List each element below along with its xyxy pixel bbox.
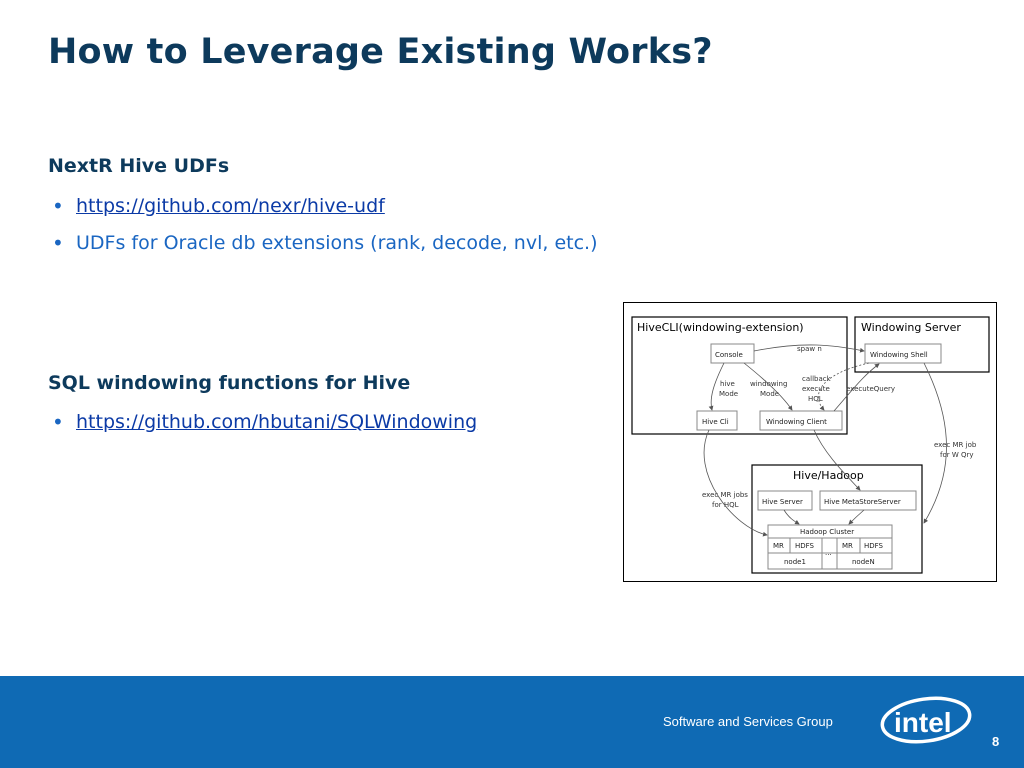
page-number: 8 xyxy=(992,734,1000,749)
list-item xyxy=(48,233,597,253)
footer-bar xyxy=(0,676,1024,768)
hive-mode-label-1: hive xyxy=(720,380,735,388)
list-item[interactable] xyxy=(48,412,477,432)
spawn-label: spaw n xyxy=(797,345,822,353)
bullet-icon: • xyxy=(52,231,64,255)
link-sqlwindowing[interactable]: https://github.com/hbutani/SQLWindowing xyxy=(76,411,478,433)
intel-logo-text: intel xyxy=(894,707,952,738)
intel-logo xyxy=(880,694,976,754)
exec-mr-hql-label-1: exec MR jobs xyxy=(702,491,748,499)
callback-label-2: execute xyxy=(802,385,830,393)
hive-cli-label: Hive Cli xyxy=(702,418,729,426)
hadoop-cluster-label: Hadoop Cluster xyxy=(800,528,855,536)
hive-metastore-label: Hive MetaStoreServer xyxy=(824,498,901,506)
windowing-mode-label-1: windowing xyxy=(750,380,788,388)
list-item[interactable] xyxy=(48,196,597,216)
bullet-text-oracle-udfs: UDFs for Oracle db extensions (rank, decode, nvl, etc.) xyxy=(76,232,598,254)
callback-label-3: HQL xyxy=(808,395,823,403)
link-hive-udf[interactable]: https://github.com/nexr/hive-udf xyxy=(76,195,385,217)
node1-label: node1 xyxy=(784,558,806,566)
execute-query-label: executeQuery xyxy=(846,385,896,393)
hdfs-label-1: HDFS xyxy=(795,542,815,550)
section-heading-sql-windowing: SQL windowing functions for Hive xyxy=(48,372,411,394)
hdfs-label-2: HDFS xyxy=(864,542,884,550)
architecture-diagram xyxy=(623,302,997,582)
bullet-list-nextr xyxy=(48,196,597,270)
exec-mr-hql-label-2: for HQL xyxy=(712,501,739,509)
console-label: Console xyxy=(715,351,743,359)
hive-server-label: Hive Server xyxy=(762,498,803,506)
exec-mr-wqry-label-1: exec MR job xyxy=(934,441,977,449)
exec-mr-wqry-label-2: for W Qry xyxy=(940,451,974,459)
noden-label: nodeN xyxy=(852,558,875,566)
mr-label-2: MR xyxy=(842,542,853,550)
footer-group-text: Software and Services Group xyxy=(663,714,833,729)
hivecli-title: HiveCLI(windowing-extension) xyxy=(637,321,804,334)
mr-label-1: MR xyxy=(773,542,784,550)
bullet-list-sql-windowing xyxy=(48,412,477,449)
windowing-client-label: Windowing Client xyxy=(766,418,827,426)
windowing-mode-label-2: Mode xyxy=(760,390,780,398)
bullet-icon: • xyxy=(52,194,64,218)
section-heading-nextr: NextR Hive UDFs xyxy=(48,155,230,177)
slide-title: How to Leverage Existing Works? xyxy=(48,32,713,72)
callback-label-1: callback xyxy=(802,375,831,383)
hive-mode-label-2: Mode xyxy=(719,390,739,398)
ellipsis-label: ... xyxy=(825,549,832,557)
windowing-server-title: Windowing Server xyxy=(861,321,961,334)
bullet-icon: • xyxy=(52,410,64,434)
windowing-shell-label: Windowing Shell xyxy=(870,351,928,359)
hive-hadoop-title: Hive/Hadoop xyxy=(793,469,864,482)
